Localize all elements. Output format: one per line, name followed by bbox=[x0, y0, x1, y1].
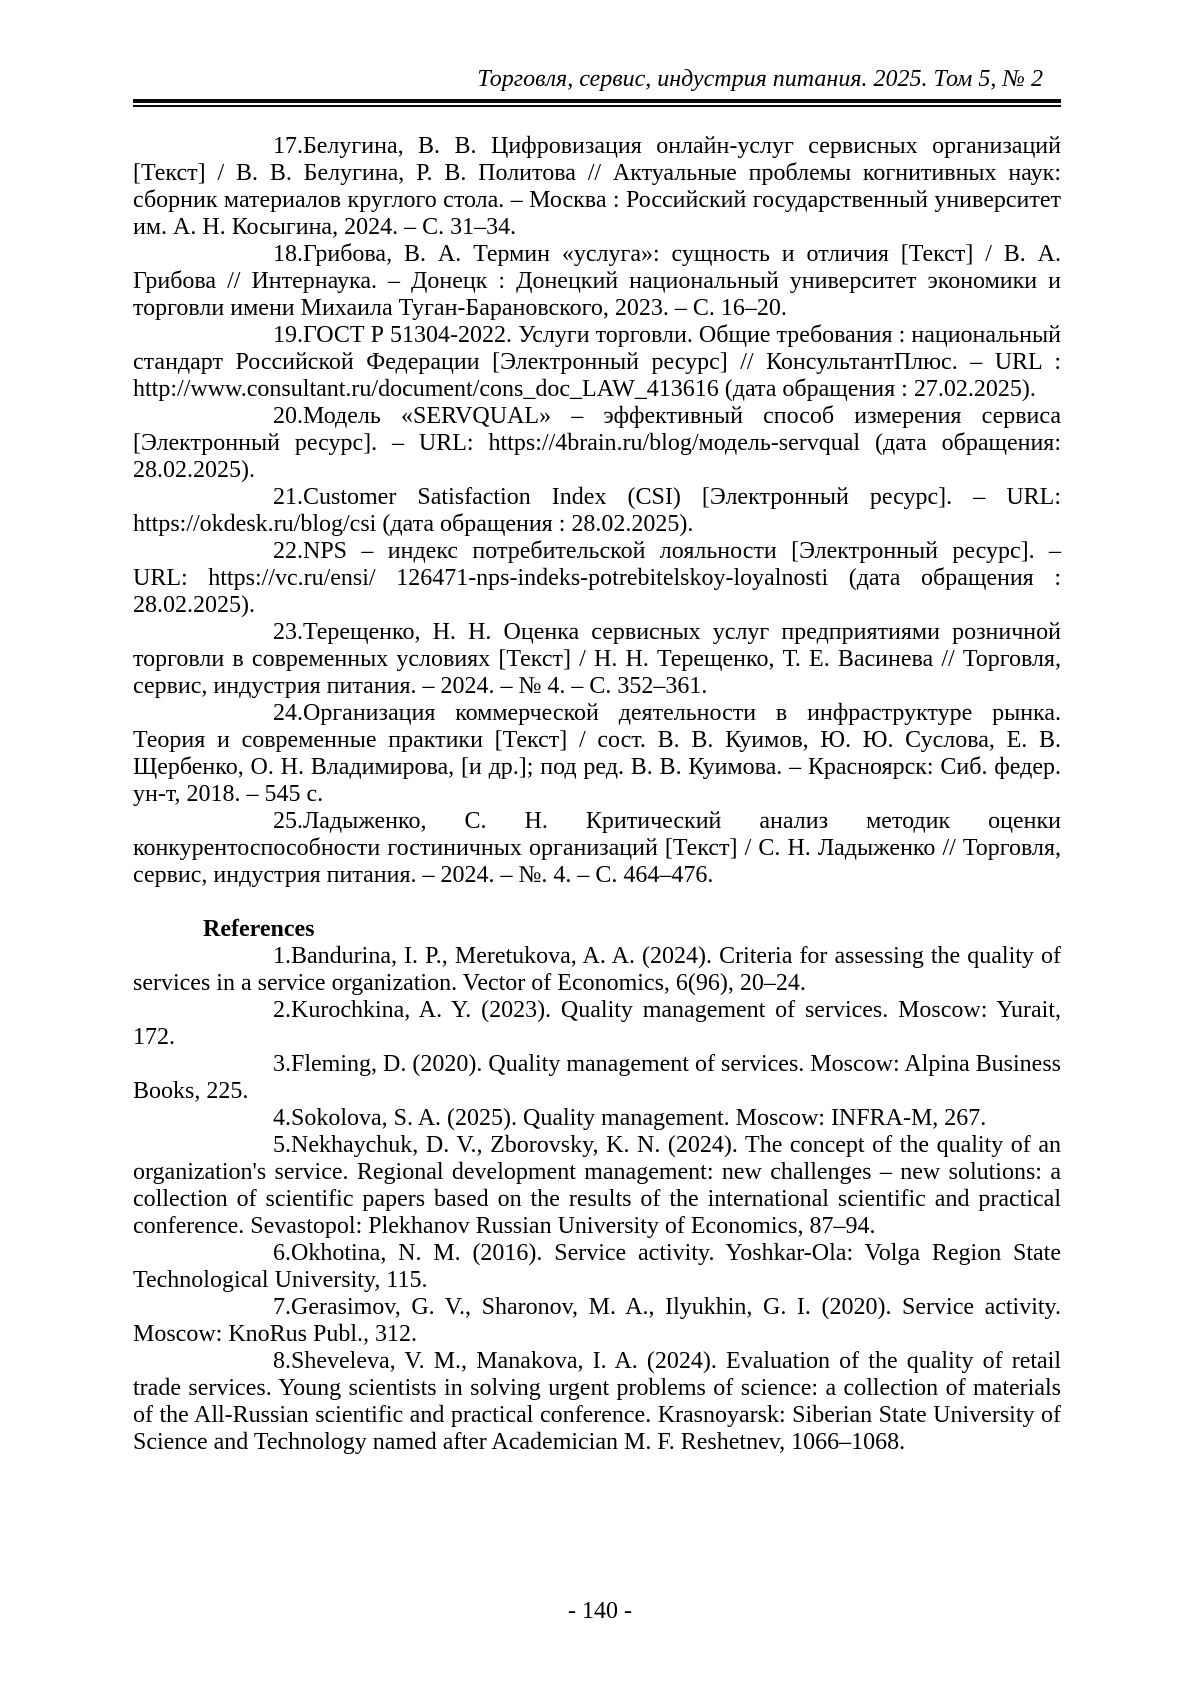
reference-item bbox=[133, 241, 1061, 322]
reference-number: 19. bbox=[273, 322, 303, 348]
reference-number: 3. bbox=[273, 1051, 291, 1077]
reference-item bbox=[133, 808, 1061, 889]
reference-number: 25. bbox=[273, 808, 303, 834]
reference-number: 2. bbox=[273, 997, 291, 1023]
reference-text: Sheveleva, V. M., Manakova, I. A. (2024). Evaluation of the quality of retail trade services. Young scientists in solving urgent problems of science: a collection of materials of the All-Russian scientific and practical conference. Krasnoyarsk: Siberian State University of Science and Technology named after Academician M. F. Reshetnev, 1066–1068. bbox=[133, 1348, 1061, 1455]
reference-item bbox=[133, 1348, 1061, 1456]
reference-number: 1. bbox=[273, 943, 291, 969]
russian-references-list bbox=[133, 133, 1061, 889]
reference-text: Модель «SERVQUAL» – эффективный способ измерения сервиса [Электронный ресурс]. – URL: https://4brain.ru/blog/модель-servqual (дата обращения: 28.02.2025). bbox=[133, 403, 1061, 483]
reference-text: Customer Satisfaction Index (CSI) [Электронный ресурс]. – URL: https://okdesk.ru/blog/csi (дата обращения : 28.02.2025). bbox=[133, 484, 1061, 537]
page-number: - 140 - bbox=[568, 1598, 632, 1624]
reference-text: Организация коммерческой деятельности в инфраструктуре рынка. Теория и современные практики [Текст] / сост. В. В. Куимов, Ю. Ю. Суслова, Е. В. Щербенко, О. Н. Владимирова, [и др.]; под ред. В. В. Куимова. – Красноярск: Сиб. федер. ун-т, 2018. – 545 с. bbox=[133, 700, 1061, 807]
reference-number: 8. bbox=[273, 1348, 291, 1374]
reference-number: 6. bbox=[273, 1240, 291, 1266]
reference-item bbox=[133, 1294, 1061, 1348]
reference-item bbox=[133, 1105, 1061, 1132]
reference-item bbox=[133, 700, 1061, 808]
reference-number: 4. bbox=[273, 1105, 291, 1131]
reference-number: 18. bbox=[273, 241, 303, 267]
reference-text: Терещенко, Н. Н. Оценка сервисных услуг предприятиями розничной торговли в современных условиях [Текст] / Н. Н. Терещенко, Т. Е. Васинева // Торговля, сервис, индустрия питания. – 2024. – № 4. – С. 352–361. bbox=[133, 619, 1061, 699]
reference-item bbox=[133, 1240, 1061, 1294]
reference-number: 7. bbox=[273, 1294, 291, 1320]
english-references-list bbox=[133, 943, 1061, 1456]
reference-number: 21. bbox=[273, 484, 303, 510]
reference-text: Белугина, В. В. Цифровизация онлайн-услуг сервисных организаций [Текст] / В. В. Белугина, Р. В. Политова // Актуальные проблемы когнитивных наук: сборник материалов круглого стола. – Москва : Российский государственный университет им. А. Н. Косыгина, 2024. – С. 31–34. bbox=[133, 133, 1061, 240]
reference-item bbox=[133, 484, 1061, 538]
reference-text: NPS – индекс потребительской лояльности [Электронный ресурс]. – URL: https://vc.ru/ensi/ 126471-nps-indeks-potrebitelskoy-loyalnosti (дата обращения : 28.02.2025). bbox=[133, 538, 1061, 618]
reference-item bbox=[133, 1132, 1061, 1240]
reference-item bbox=[133, 943, 1061, 997]
journal-header: Торговля, сервис, индустрия питания. 2025. Том 5, № 2 bbox=[477, 66, 1043, 92]
reference-text: Грибова, В. А. Термин «услуга»: сущность и отличия [Текст] / В. А. Грибова // Интернаука. – Донецк : Донецкий национальный университет экономики и торговли имени Михаила Туган-Барановского, 2023. – С. 16–20. bbox=[133, 241, 1061, 321]
reference-text: Bandurina, I. P., Meretukova, A. A. (2024). Criteria for assessing the quality of services in a service organization. Vector of Economics, 6(96), 20–24. bbox=[133, 943, 1061, 996]
reference-text: Fleming, D. (2020). Quality management of services. Moscow: Alpina Business Books, 225. bbox=[133, 1051, 1061, 1104]
reference-text: ГОСТ Р 51304-2022. Услуги торговли. Общие требования : национальный стандарт Российской Федерации [Электронный ресурс] // КонсультантПлюс. – URL : http://www.consultant.ru/document/cons_doc_LAW_413616 (дата обращения : 27.02.2025). bbox=[133, 322, 1061, 402]
reference-item bbox=[133, 997, 1061, 1051]
reference-text: Kurochkina, A. Y. (2023). Quality management of services. Moscow: Yurait, 172. bbox=[133, 997, 1061, 1050]
references-heading: References bbox=[203, 916, 315, 942]
reference-number: 23. bbox=[273, 619, 303, 645]
reference-text: Sokolova, S. A. (2025). Quality management. Moscow: INFRA-M, 267. bbox=[291, 1105, 987, 1131]
reference-item bbox=[133, 538, 1061, 619]
reference-number: 24. bbox=[273, 700, 303, 726]
reference-number: 20. bbox=[273, 403, 303, 429]
reference-text: Gerasimov, G. V., Sharonov, M. A., Ilyukhin, G. I. (2020). Service activity. Moscow: KnoRus Publ., 312. bbox=[133, 1294, 1061, 1347]
reference-text: Nekhaychuk, D. V., Zborovsky, K. N. (2024). The concept of the quality of an organization's service. Regional development management: new challenges – new solutions: a collection of scientific papers based on the results of the international scientific and practical conference. Sevastopol: Plekhanov Russian University of Economics, 87–94. bbox=[133, 1132, 1061, 1239]
reference-text: Okhotina, N. M. (2016). Service activity. Yoshkar-Ola: Volga Region State Technological University, 115. bbox=[133, 1240, 1061, 1293]
page-content-column bbox=[133, 0, 1061, 1456]
reference-text: Ладыженко, С. Н. Критический анализ методик оценки конкурентоспособности гостиничных организаций [Текст] / С. Н. Ладыженко // Торговля, сервис, индустрия питания. – 2024. – №. 4. – С. 464–476. bbox=[133, 808, 1061, 888]
reference-item bbox=[133, 619, 1061, 700]
reference-item bbox=[133, 322, 1061, 403]
reference-item bbox=[133, 133, 1061, 241]
reference-number: 17. bbox=[273, 133, 303, 159]
header-rule bbox=[133, 99, 1061, 107]
reference-item bbox=[133, 1051, 1061, 1105]
reference-number: 5. bbox=[273, 1132, 291, 1158]
reference-item bbox=[133, 403, 1061, 484]
reference-number: 22. bbox=[273, 538, 303, 564]
